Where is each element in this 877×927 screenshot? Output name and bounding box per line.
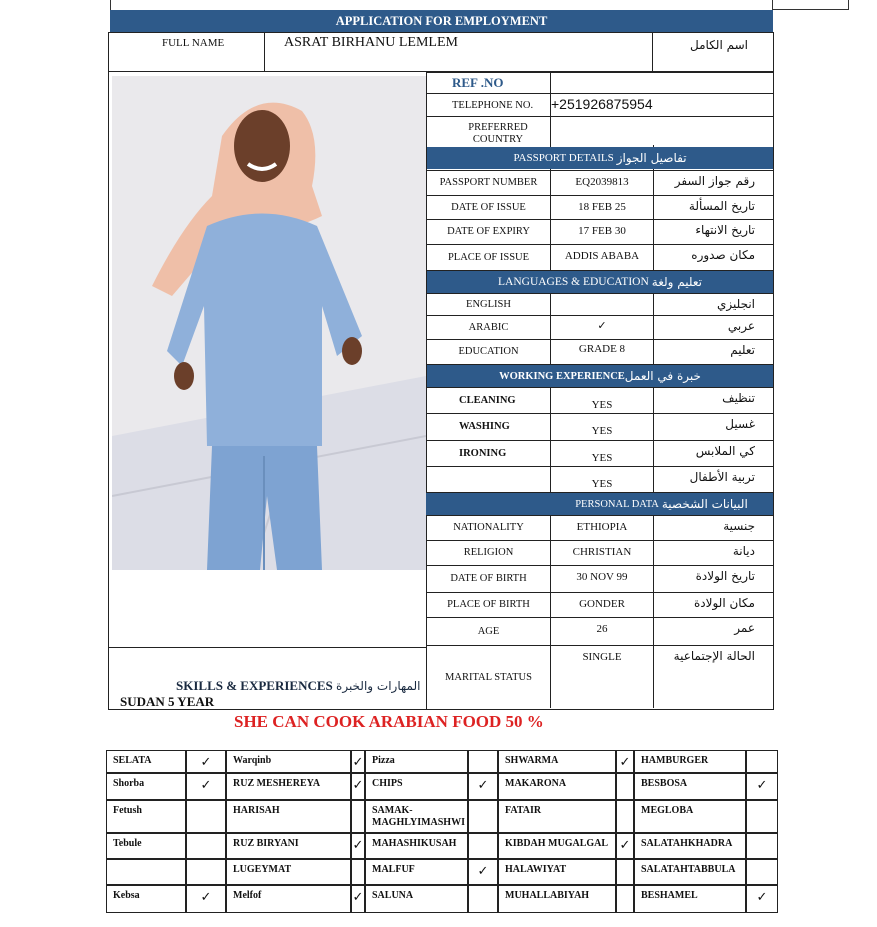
work-arabic-1: غسيل — [725, 417, 755, 431]
food-check: ✓ — [186, 885, 226, 913]
passport-value-0: EQ2039813 — [575, 176, 629, 188]
food-check: ✓ — [746, 885, 778, 913]
food-check — [746, 833, 778, 859]
language-value-2: GRADE 8 — [578, 343, 626, 355]
food-name: KIBDAH MUGALGAL — [498, 833, 616, 859]
food-check — [186, 833, 226, 859]
food-name: HAMBURGER — [634, 750, 746, 773]
telephone-label: TELEPHONE NO. — [452, 100, 534, 111]
language-arabic-0: انجليزي — [716, 297, 755, 311]
food-name: Shorba — [106, 773, 186, 800]
passport-value-2: 17 FEB 30 — [578, 225, 626, 237]
food-name: SAMAK-MAGHLYIMASHWI — [365, 800, 468, 833]
personal-label-1: RELIGION — [463, 547, 514, 558]
food-name: MALFUF — [365, 859, 468, 885]
full-name-label: FULL NAME — [162, 37, 225, 49]
food-check — [351, 859, 365, 885]
passport-arabic-2: تاريخ الانتهاء — [695, 223, 755, 237]
work-arabic-0: تنظيف — [722, 391, 755, 405]
work-value-0: YES — [591, 399, 613, 411]
personal-value-2: 30 NOV 99 — [576, 571, 628, 583]
personal-value-0: ETHIOPIA — [576, 521, 628, 533]
food-check: ✓ — [468, 859, 498, 885]
food-check — [616, 773, 634, 800]
food-name: SHWARMA — [498, 750, 616, 773]
telephone-value: +251926875954 — [551, 96, 653, 112]
full-name-value: ASRAT BIRHANU LEMLEM — [284, 35, 458, 50]
passport-value-3: ADDIS ABABA — [564, 250, 640, 262]
personal-section-header: PERSONAL DATA البيانات الشخصية — [550, 493, 773, 515]
personal-arabic-0: جنسية — [723, 519, 755, 533]
food-check: ✓ — [351, 750, 365, 773]
food-name: Pizza — [365, 750, 468, 773]
food-check: ✓ — [351, 773, 365, 800]
food-name: RUZ BIRYANI — [226, 833, 351, 859]
skills-title: SKILLS & EXPERIENCES المهارات والخبرة — [176, 678, 421, 693]
food-table — [106, 750, 778, 923]
personal-arabic-5: الحالة الإجتماعية — [673, 649, 755, 663]
food-check: ✓ — [351, 885, 365, 913]
food-check — [746, 800, 778, 833]
food-name — [106, 859, 186, 885]
languages-section-header: LANGUAGES & EDUCATION تعليم ولغة — [427, 271, 773, 293]
food-name: CHIPS — [365, 773, 468, 800]
food-name: MAHASHIKUSAH — [365, 833, 468, 859]
personal-arabic-4: عمر — [734, 621, 755, 635]
food-name: Fetush — [106, 800, 186, 833]
food-check — [746, 750, 778, 773]
passport-label-1: DATE OF ISSUE — [451, 201, 526, 213]
work-arabic-2: كي الملابس — [695, 444, 755, 458]
personal-label-0: NATIONALITY — [453, 522, 524, 533]
food-name: Kebsa — [106, 885, 186, 913]
food-name: MEGLOBA — [634, 800, 746, 833]
language-label-0: ENGLISH — [466, 298, 511, 310]
food-name: FATAIR — [498, 800, 616, 833]
food-name: MAKARONA — [498, 773, 616, 800]
language-label-1: ARABIC — [468, 321, 509, 333]
food-check — [351, 800, 365, 833]
food-check — [468, 750, 498, 773]
food-check — [468, 833, 498, 859]
food-check — [186, 800, 226, 833]
food-name: LUGEYMAT — [226, 859, 351, 885]
language-arabic-1: عربي — [727, 319, 755, 333]
full-name-arabic: اسم الكامل — [690, 38, 748, 52]
food-name: RUZ MESHEREYA — [226, 773, 351, 800]
food-check: ✓ — [186, 773, 226, 800]
food-check — [616, 859, 634, 885]
food-name: SELATA — [106, 750, 186, 773]
food-name: HARISAH — [226, 800, 351, 833]
work-label-2: IRONING — [459, 447, 507, 459]
personal-value-5: SINGLE — [582, 651, 622, 663]
food-name: Warqinb — [226, 750, 351, 773]
food-name: MUHALLABIYAH — [498, 885, 616, 913]
passport-section-header: PASSPORT DETAILS تفاصيل الجواز — [427, 147, 773, 169]
form-title: APPLICATION FOR EMPLOYMENT — [110, 10, 773, 32]
food-check — [468, 800, 498, 833]
cook-note: SHE CAN COOK ARABIAN FOOD 50 % — [234, 712, 544, 731]
food-name: Tebule — [106, 833, 186, 859]
food-check — [186, 859, 226, 885]
language-arabic-2: تعليم — [730, 343, 755, 357]
food-check — [746, 859, 778, 885]
food-name: SALATAHKHADRA — [634, 833, 746, 859]
food-name: BESBOSA — [634, 773, 746, 800]
language-value-1: ✓ — [597, 320, 607, 332]
passport-value-1: 18 FEB 25 — [578, 201, 626, 213]
work-label-3 — [427, 466, 550, 492]
food-name: SALATAHTABBULA — [634, 859, 746, 885]
work-label-1: WASHING — [459, 421, 510, 432]
food-check: ✓ — [616, 750, 634, 773]
applicant-photo — [112, 76, 426, 570]
personal-value-1: CHRISTIAN — [572, 546, 632, 558]
ref-no-label: REF .NO — [452, 75, 504, 90]
personal-arabic-1: ديانة — [732, 544, 755, 558]
work-value-2: YES — [591, 452, 613, 464]
experience-years: SUDAN 5 YEAR — [120, 694, 215, 709]
personal-arabic-2: تاريخ الولادة — [695, 569, 755, 583]
passport-label-3: PLACE OF ISSUE — [447, 252, 530, 263]
personal-label-2: DATE OF BIRTH — [450, 573, 527, 584]
passport-label-0: PASSPORT NUMBER — [439, 176, 538, 188]
personal-value-4: 26 — [596, 623, 608, 635]
food-check — [468, 885, 498, 913]
food-name: BESHAMEL — [634, 885, 746, 913]
food-name: HALAWIYAT — [498, 859, 616, 885]
passport-arabic-1: تاريخ المسألة — [688, 199, 755, 213]
food-check: ✓ — [468, 773, 498, 800]
work-arabic-3: تربية الأطفال — [689, 470, 755, 484]
food-check: ✓ — [616, 833, 634, 859]
passport-label-2: DATE OF EXPIRY — [447, 226, 530, 237]
food-check: ✓ — [186, 750, 226, 773]
language-label-2: EDUCATION — [458, 346, 519, 357]
food-check — [616, 800, 634, 833]
personal-label-3: PLACE OF BIRTH — [447, 599, 530, 610]
work-value-1: YES — [591, 425, 613, 437]
food-check: ✓ — [746, 773, 778, 800]
passport-arabic-3: مكان صدوره — [691, 248, 755, 262]
preferred-country-label: PREFERRED COUNTRY — [468, 122, 528, 145]
work-label-0: CLEANING — [459, 394, 516, 406]
personal-label-5: MARITAL STATUS — [445, 671, 532, 683]
work-value-3: YES — [591, 478, 613, 490]
personal-arabic-3: مكان الولادة — [693, 596, 755, 610]
work-section-header: WORKING EXPERIENCE خبرة في العمل — [427, 365, 773, 387]
food-check: ✓ — [351, 833, 365, 859]
personal-label-4: AGE — [477, 625, 500, 637]
passport-arabic-0: رقم جواز السفر — [674, 174, 755, 188]
personal-value-3: GONDER — [579, 598, 625, 610]
food-name: Melfof — [226, 885, 351, 913]
food-name: SALUNA — [365, 885, 468, 913]
food-check — [616, 885, 634, 913]
